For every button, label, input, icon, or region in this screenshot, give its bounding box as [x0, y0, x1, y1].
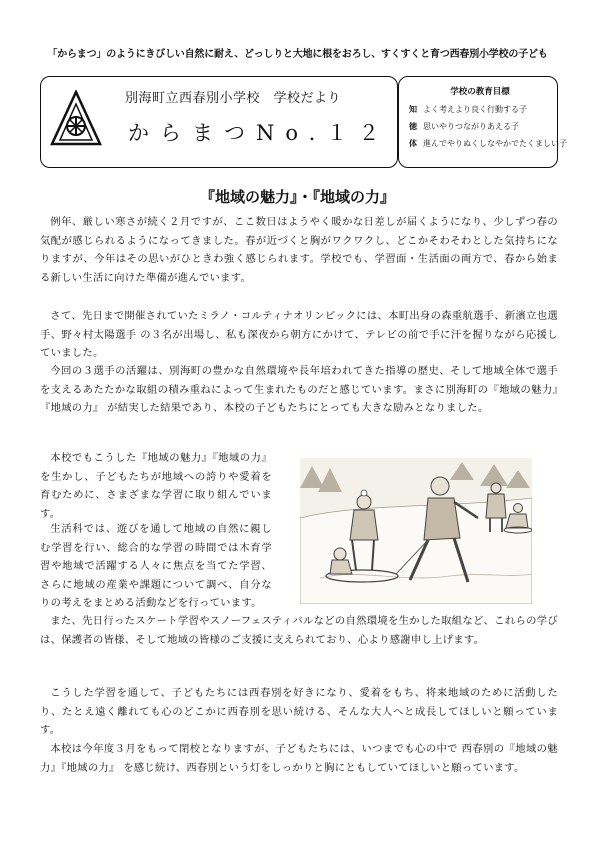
article-paragraph: さて、先日まで開催されていたミラノ・コルティナオリンピックには、本町出身の森重航選手、新濱立也選手、野々村太陽選手 の３名が出場し、私も深夜から朝方にかけて、テレビの前で手に汗を握りながら応援していました。 — [40, 310, 558, 359]
article-paragraph: こうした学習を通して、子どもたちには西春別を好きになり、愛着をもち、将来地域のために活動したり、たとえ遠く離れても心のどこかに西春別を思い続ける、そんな大人へと成長してほしいと願っています。 — [40, 687, 558, 736]
article-paragraph: また、先日行ったスケート学習やスノーフェスティバルなどの自然環境を生かした取組など、これらの学びは、保護者の皆様、そして地域の皆様のご支援に支えられており、心より感謝申し上げます。 — [40, 615, 558, 646]
article-paragraph: 例年、厳しい寒さが続く２月ですが、ここ数日はようやく暖かな日差しが届くようになり、少しずつ春の気配が感じられるようになってきました。春が近づくと胸がワクワクし、どこかそわそわとした気持ちになりますが、今年はその思いがひときわ強く感じられます。学校でも、学習面・生活面の両方で、春から始まる新しい生活に向けた準備が進んでいます。 — [40, 216, 558, 284]
snow-sledding-illustration — [300, 458, 532, 604]
article-paragraph: 本校でもこうした『地域の魅力』『地域の力』を生かし、子どもたちが地域への誇りや愛着を育むために、さまざまな学習に取り組んでいます。 — [40, 452, 272, 520]
goal-key: 知 — [409, 105, 417, 114]
goal-text: よく考えより良く行動する子 — [423, 105, 527, 114]
article-paragraph: 本校は今年度３月をもって閉校となりますが、子どもたちには、いつまでも心の中で 西春別の『地域の魅力』『地域の力』 を感じ続け、西春別という灯をしっかりと胸にともしていてほしいと願っています。 — [40, 743, 558, 774]
goal-text: 進んでやりぬくしなやかでたくましい子 — [423, 139, 567, 148]
school-emblem-icon — [50, 90, 102, 148]
goal-item — [409, 104, 551, 115]
goal-item — [409, 138, 567, 149]
article-headline: 『地域の魅力』・『地域の力』 — [199, 188, 395, 206]
school-name: 別海町立西春別小学校 学校だより — [125, 91, 342, 106]
education-goals-box — [398, 76, 567, 168]
article-paragraph: 生活科では、遊びを通して地域の自然に親しむ学習を行い、総合的な学習の時間では木育学習や地域で活躍する人々に焦点を当てた学習、さらに地域の産業や課題について調べ、自分なりの考えをまとめる活動などを行っています。 — [40, 523, 272, 609]
school-motto: 「からまつ」のようにきびしい自然に耐え、どっしりと大地に根をおろし、すくすくと育つ西春別小学校の子ども — [47, 49, 548, 60]
goal-key: 徳 — [409, 122, 417, 131]
goal-key: 体 — [409, 139, 417, 148]
goals-title: 学校の教育目標 — [450, 87, 510, 97]
newsletter-title: からまつNo.１２ — [128, 121, 391, 145]
article-paragraph: 今回の３選手の活躍は、別海町の豊かな自然環境や長年培われてきた指導の歴史、そして地域全体で選手を支えるあたたかな取組の積み重ねによって生まれたものだと感じています。まさに別海町の『地域の魅力』『地域の力』 が結実した結果であり、本校の子どもたちにとっても大きな励みとなりました。 — [40, 365, 558, 414]
goal-text: 思いやりつながりあえる子 — [423, 122, 519, 131]
goal-item — [409, 121, 551, 132]
